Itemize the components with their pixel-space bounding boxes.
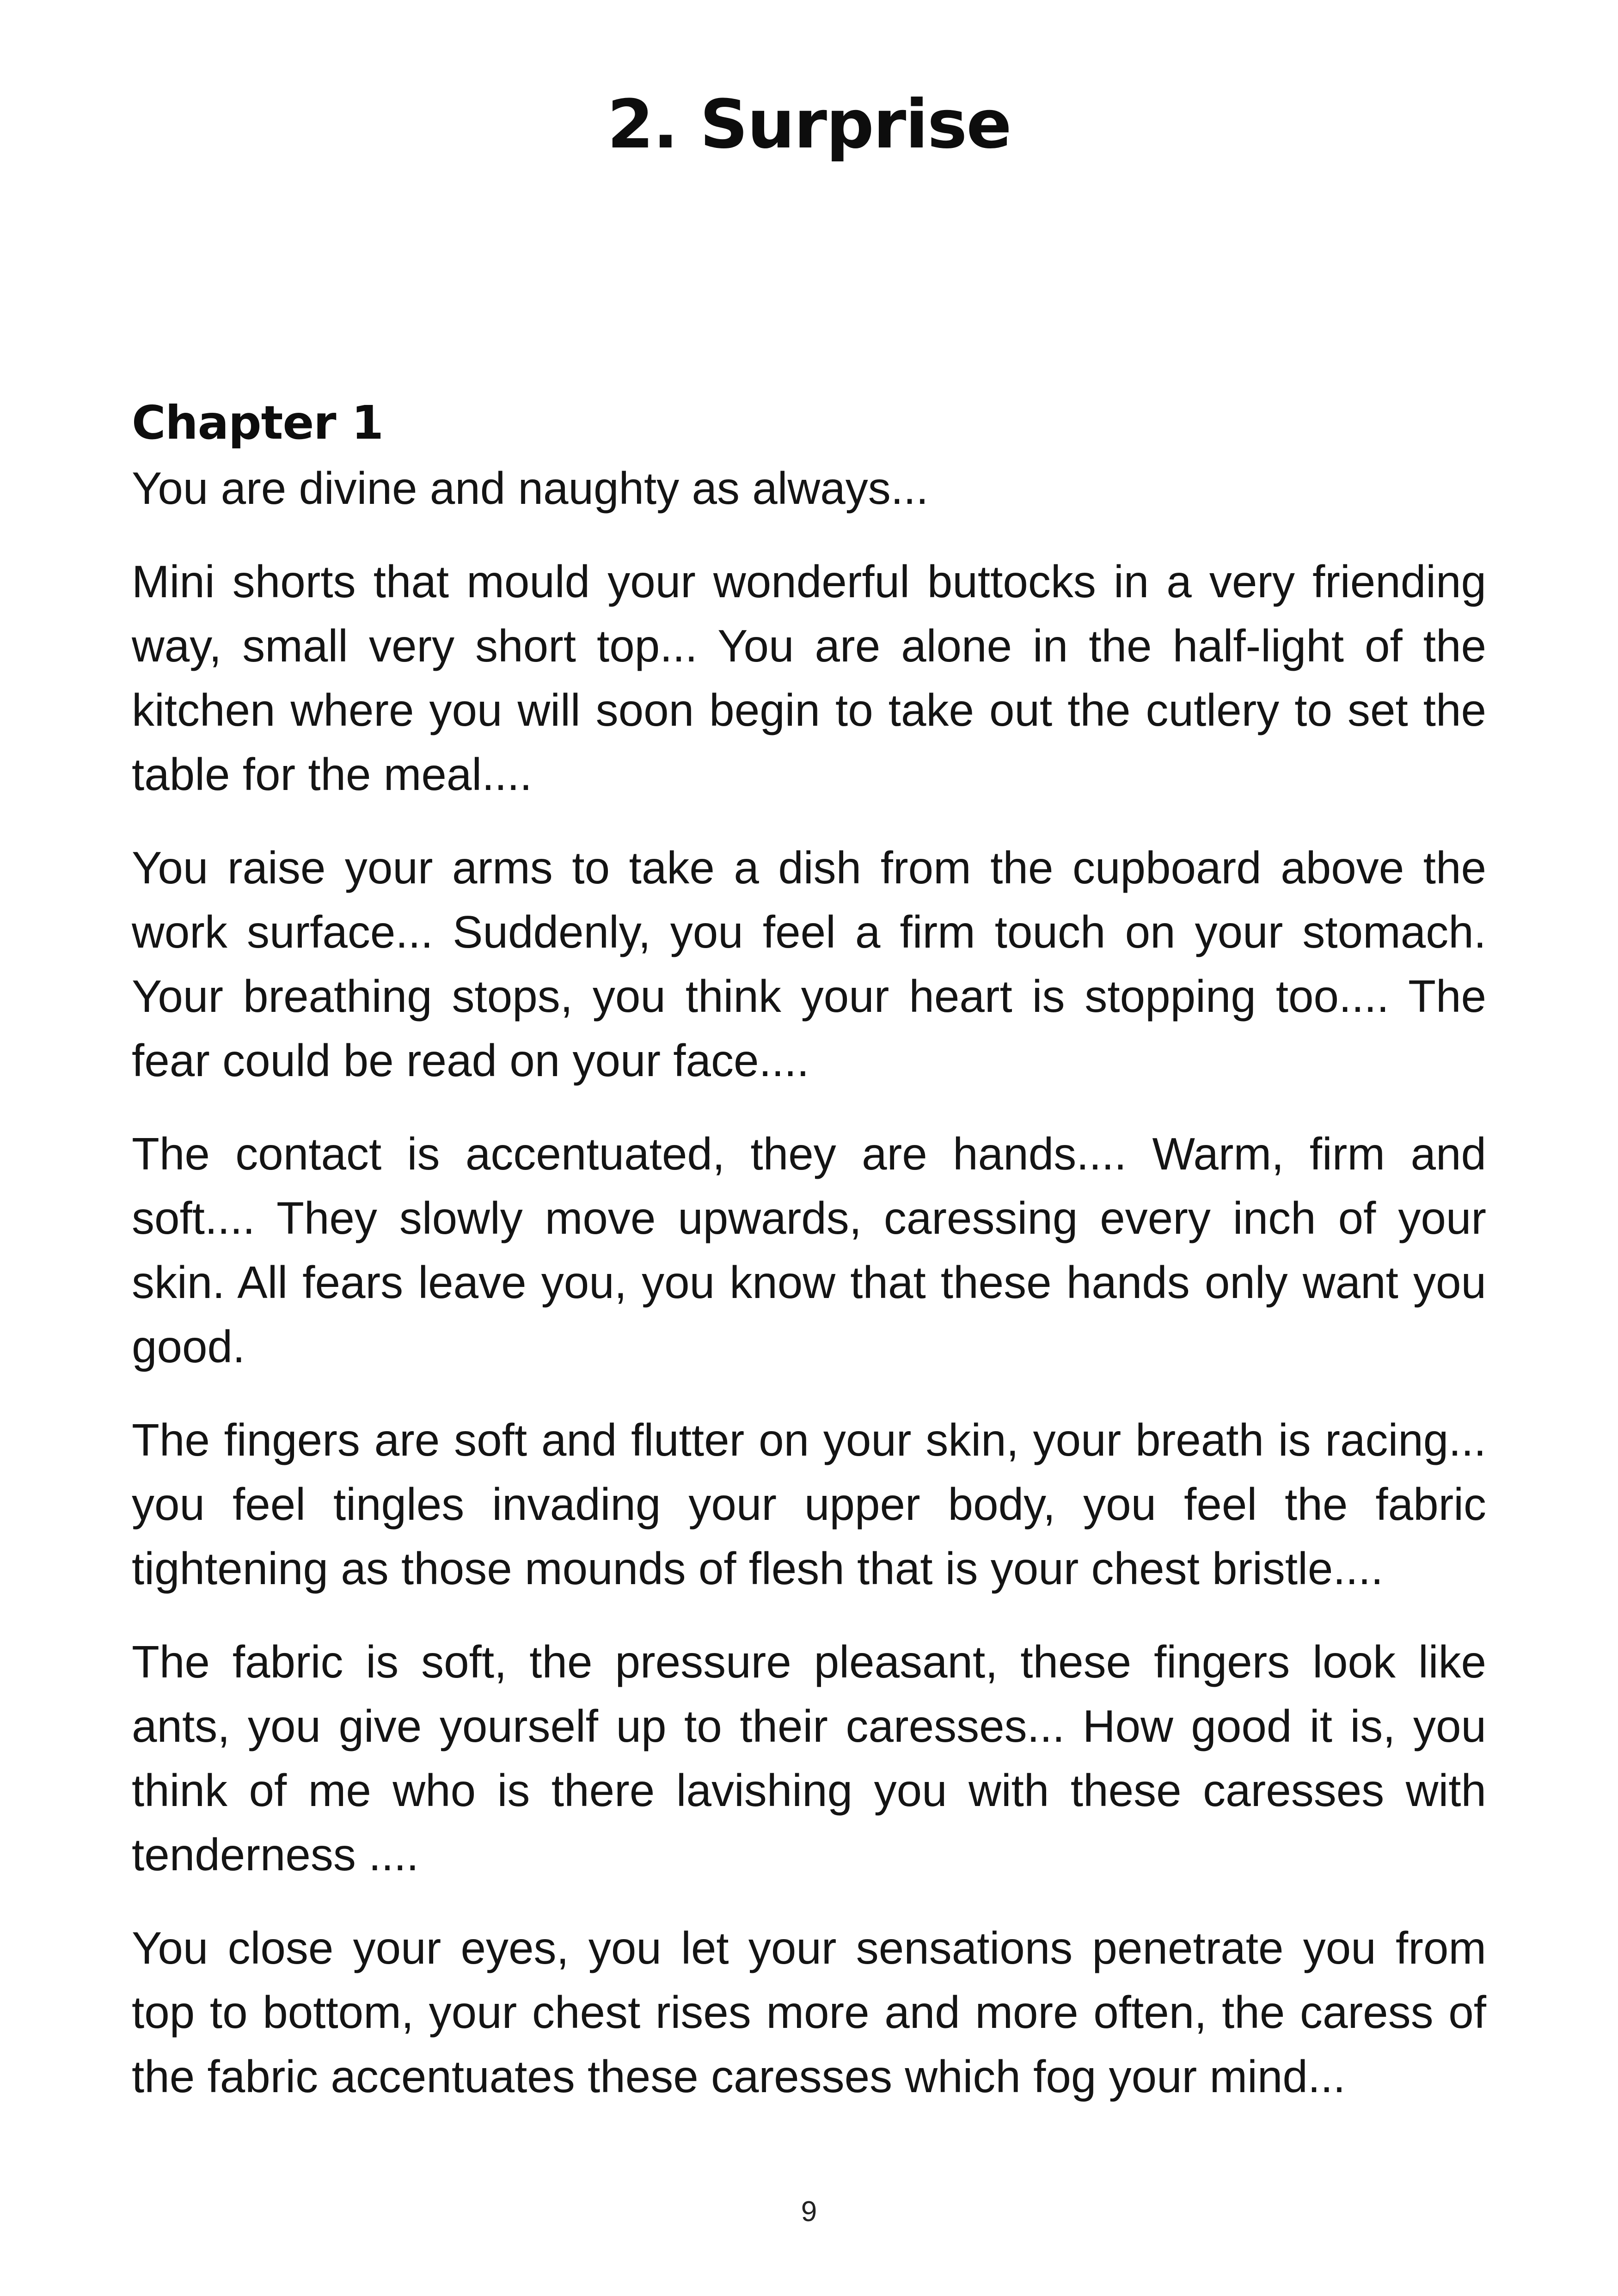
chapter-heading: Chapter 1	[132, 396, 383, 450]
paragraph-4: The contact is accentuated, they are hands.... Warm, firm and soft.... They slowly move upwards, caressing every inch of your skin. All fears leave you, you know that these hands only want you good.	[132, 1128, 1486, 1372]
paragraph-1: You are divine and naughty as always...	[132, 463, 929, 514]
paragraph-2: Mini shorts that mould your wonderful buttocks in a very friending way, small very short top... You are alone in the half-light of the kitchen where you will soon begin to take out the cutlery to set the table for the meal....	[132, 556, 1486, 800]
paragraph-5: The fingers are soft and flutter on your skin, your breath is racing... you feel tingles invading your upper body, you feel the fabric tightening as those mounds of flesh that is your chest bristle....	[132, 1414, 1486, 1594]
paragraph-3: You raise your arms to take a dish from the cupboard above the work surface... Suddenly, you feel a firm touch on your stomach. Your breathing stops, you think your heart is stopping too.... The fear could be read on your face....	[132, 842, 1486, 1086]
page-number: 9	[801, 2196, 817, 2228]
paragraph-6: The fabric is soft, the pressure pleasant, these fingers look like ants, you give yourself up to their caresses... How good it is, you think of me who is there lavishing you with these caresses with tenderness ....	[132, 1636, 1486, 1880]
page-title: 2. Surprise	[607, 86, 1011, 164]
page-content	[132, 386, 1486, 2138]
paragraph-7: You close your eyes, you let your sensations penetrate you from top to bottom, your chest rises more and more often, the caress of the fabric accentuates these caresses which fog your mind...	[132, 1923, 1486, 2102]
